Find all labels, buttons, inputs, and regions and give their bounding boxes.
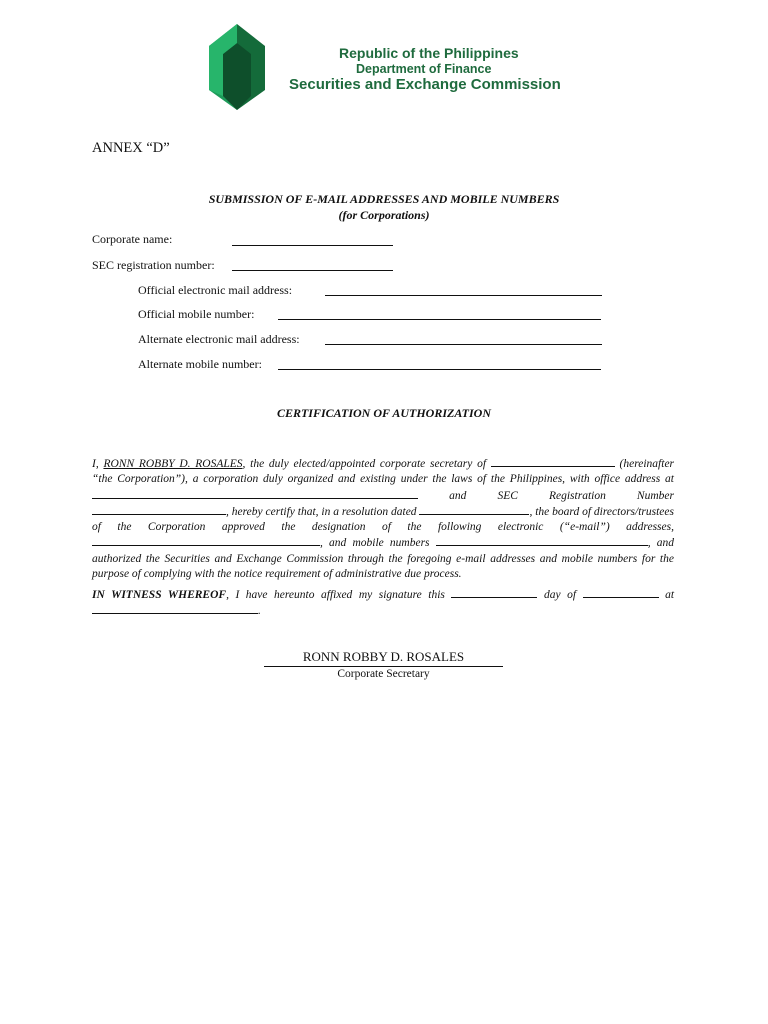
official-mobile-label: Official mobile number:	[138, 307, 255, 321]
header-department: Department of Finance	[356, 62, 492, 76]
signatory-title: Corporate Secretary	[337, 668, 430, 680]
alternate-email-label: Alternate electronic mail address:	[138, 332, 300, 346]
corporate-name-field[interactable]	[232, 245, 393, 246]
form-subtitle: (for Corporations)	[338, 208, 430, 222]
certification-paragraph	[92, 456, 674, 582]
corporation-name-blank[interactable]	[491, 456, 615, 467]
sec-registration-blank[interactable]	[92, 504, 226, 515]
signing-month-blank[interactable]	[583, 587, 659, 598]
signatory-name: RONN ROBBY D. ROSALES	[264, 649, 503, 667]
office-address-blank[interactable]	[92, 488, 418, 499]
cert-text: , the board of directors/trustees of the Corporation approved the designation of the following electronic (“e-mail”) addresses,	[92, 505, 674, 534]
signing-place-blank[interactable]	[92, 603, 258, 614]
witness-heading: IN WITNESS WHEREOF	[92, 589, 227, 601]
cert-text: , hereby certify that, in a resolution dated	[226, 505, 417, 518]
official-mobile-field[interactable]	[278, 319, 601, 320]
alternate-email-field[interactable]	[325, 344, 602, 345]
official-email-field[interactable]	[325, 295, 602, 296]
witness-paragraph	[92, 587, 674, 620]
header-commission: Securities and Exchange Commission	[289, 76, 561, 93]
sec-registration-label: SEC registration number:	[92, 258, 215, 272]
annex-label: ANNEX “D”	[92, 140, 170, 156]
form-title: SUBMISSION OF E-MAIL ADDRESSES AND MOBILE NUMBERS	[208, 192, 560, 206]
email-addresses-blank[interactable]	[92, 535, 320, 546]
cert-text: I,	[92, 458, 99, 470]
alternate-mobile-field[interactable]	[278, 369, 601, 370]
witness-text: day of	[543, 589, 577, 601]
cert-text: (hereinafter “the Corporation”), a corporation duly organized and existing under the laws of the Philippines, with office address at	[92, 458, 675, 486]
cert-text: , and authorized the Securities and Exchange Commission through the foregoing e-mail addresses and mobile numbers for the purpose of complying with the notice requirement of administrative due process.	[92, 537, 674, 581]
sec-logo-icon	[206, 24, 268, 110]
alternate-mobile-label: Alternate mobile number:	[138, 357, 262, 371]
header-republic: Republic of the Philippines	[339, 45, 519, 61]
certification-title: CERTIFICATION OF AUTHORIZATION	[276, 406, 492, 420]
witness-text: , I have hereunto affixed my signature this	[226, 589, 445, 601]
sec-registration-field[interactable]	[232, 270, 393, 271]
cert-text: and SEC Registration Number	[449, 489, 674, 502]
resolution-date-blank[interactable]	[419, 504, 529, 515]
cert-text: , the duly elected/appointed corporate secretary of	[242, 458, 487, 470]
signing-day-blank[interactable]	[451, 587, 537, 598]
logo-center-facet	[223, 43, 251, 110]
secretary-name: RONN ROBBY D. ROSALES	[103, 458, 243, 470]
cert-text: , and mobile numbers	[320, 537, 430, 550]
official-email-label: Official electronic mail address:	[138, 283, 293, 297]
witness-text: .	[258, 605, 261, 618]
corporate-name-label: Corporate name:	[92, 232, 173, 246]
mobile-numbers-blank[interactable]	[436, 535, 648, 546]
witness-text: at	[665, 589, 675, 601]
